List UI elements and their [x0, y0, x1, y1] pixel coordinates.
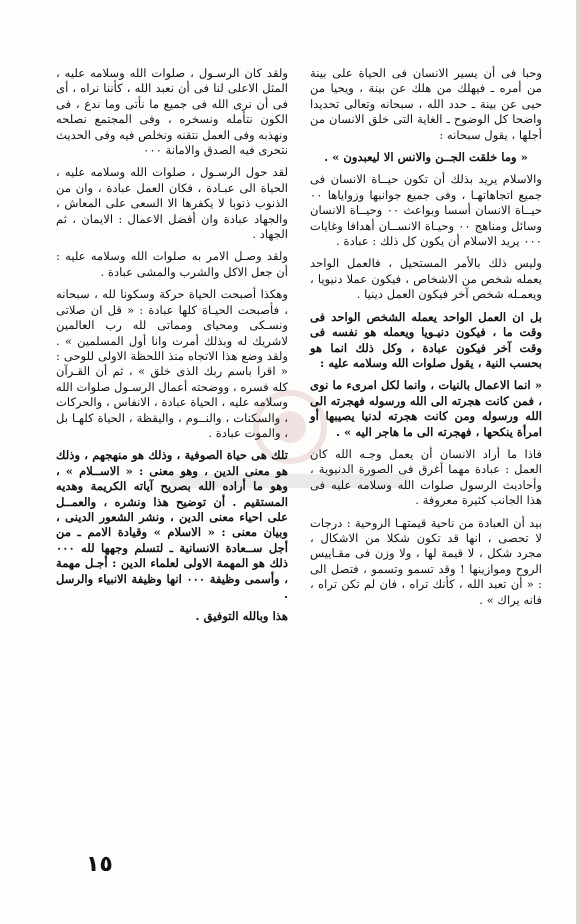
paragraph: بيد أن العبادة من ناحية قيمتهـا الروحية : درجات لا تحصى ، انها قد تكون شكلا من الاشكال ، مجرد شكل ، لا قيمة لها ، ولا وزن فى مقـاييس الروح وموازينها ! وقد تسمو وتسمو ، فتصل الى : « أن تعبد الله ، كأنك تراه ، فان لم تكن تراه ، فانه يراك » . — [310, 515, 542, 607]
paragraph: ولقد وصـل الامر به صلوات الله وسلامه عليه : أن جعل الاكل والشرب والمشى عبادة . — [56, 249, 288, 279]
paragraph: هذا وبالله التوفيق . — [195, 609, 288, 624]
right-column — [310, 66, 542, 615]
page-number: ١٥ — [86, 852, 113, 877]
paragraph: وهكذا أصبحت الحياة حركة وسكونا لله ، سبحانه ، فأصبحت الحيـاة كلها عبادة : « قل ان صلاتى ونسـكى ومحياى ومماتى لله رب العالمين لاشريك له وبذلك أمرت وانا أول المسلمين » . ولقد وضع هذا الاتجاه منذ اللحظة الاولى للوحى : « اقرا باسم ربك الذى خلق » ، ثم أن القـرآن كله فسره ، ووضحته أعمال الرسـول صلوات الله وسلامه عليه ، الحياة عبادة ، الانفاس ، والحركات ، والسكنات ، والنــوم ، واليقظة ، الحياة كلهـا بل ، والموت عبادة . — [56, 287, 288, 440]
paragraph: والاسلام يريد بذلك أن تكون حيــاة الانسان فى جميع اتجاهاتهـا ، وفى جميع جوانبها وزواياها ٠٠ حيــاة الانسان أسسا وبواعث ٠٠ وحيــاة الانسان وسائل ومناهج ٠٠ وحيـاة الانســان أهدافا وغايات ٠٠٠ يريد الاسلام أن يكون كل ذلك : عبادة . — [310, 172, 543, 249]
paragraph: « انما الاعمال بالنيات ، وانما لكل امرىء ما نوى ، فمن كانت هجرته الى الله ورسوله فهجرته الى الله ورسوله ومن كانت هجرته لدنيا يصيبها أو امرأة ينكحها ، فهجرته الى ما هاجر اليه » . — [310, 378, 542, 439]
paragraph: تلك هى حياة الصوفية ، وذلك هو منهجهم ، وذلك هو معنى الدين ، وهو معنى : « الاســلام » ، وهو ما أراده الله بصريح آياته الكريمة وهديه المستقيم . أن توضيح هذا ونشره ، والعمــل على احياء معنى الدين ، ونشر الشعور الدينى ، وبيان معنى : « الاسلام » وقيادة الامم ـ من أجل ســعادة الانسانية ـ لتسلم وجهها لله ٠٠٠ ذلك هو المهمة الاولى لعلماء الدين : أجـل مهمة ، وأسمى وظيفة ٠٠٠ انها وظيفة الانبياء والرسل . — [56, 448, 288, 601]
paragraph: لقد حول الرسـول ، صلوات الله وسلامه عليه ، الحياة الى عبـادة ، فكان العمل عبادة ، وان من الذنوب ذنوبا لا يكفرها الا السعى على المعاش ، والجهاد عبادة وان أفضل الاعمال : الايمان ، ثم الجهاد . — [56, 165, 288, 242]
page-edge — [576, 0, 580, 924]
paragraph: فاذا ما أراد الانسان أن يعمل وجـه الله كان العمل : عبادة مهما أغرق فى الصورة الدنيوية ، وأحاديث الرسول صلوات الله وسلامه عليه فى هذا الجانب كثيرة معروفة . — [310, 446, 542, 508]
paragraph: ولقد كان الرسـول ، صلوات الله وسلامه عليه ، المثل الاعلى لنا فى أن نعبد الله ، كأننا نراه ، أى فى أن نرى الله فى جميع ما نأتى وما ندع ، فى الكون نتأمله ونسخره ، وفى المجتمع نصلحه ونهذبه وفى العمل نتقنه ونخلص فيه وفى الحديث نتحرى فيه الصدق والامانة ٠٠٠ — [56, 66, 288, 158]
paragraph: وحبا فى أن يسير الانسان فى الحياة على بينة من أمره ـ فيهلك من هلك عن بينة ، ويحيا من حيى عن بينة ـ حدد الله ، سبحانه وتعالى تحديدا واضحا كل الوضوح ـ الغاية التى خلق الانسان من أجلها ، يقول سبحانه : — [310, 66, 542, 142]
paragraph: وليس ذلك بالأمر المستحيل ، فالعمل الواحد يعمله شخص من الاشخاص ، فيكون عملا دنيويا ، ويعمـله شخص آخر فيكون العمل دينيا . — [310, 256, 542, 302]
paragraph: « وما خلقت الجــن والانس الا ليعبدون » . — [324, 150, 528, 165]
paragraph: بل ان العمل الواحد يعمله الشخص الواحد فى وقت ما ، فيكون دنيـويا ويعمله هو نفسه فى وقت آخر فيكون عبادة ، وكل ذلك انما هو بحسب النية ، يقول صلوات الله وسلامه عليه : — [310, 309, 542, 370]
left-column — [56, 66, 288, 632]
